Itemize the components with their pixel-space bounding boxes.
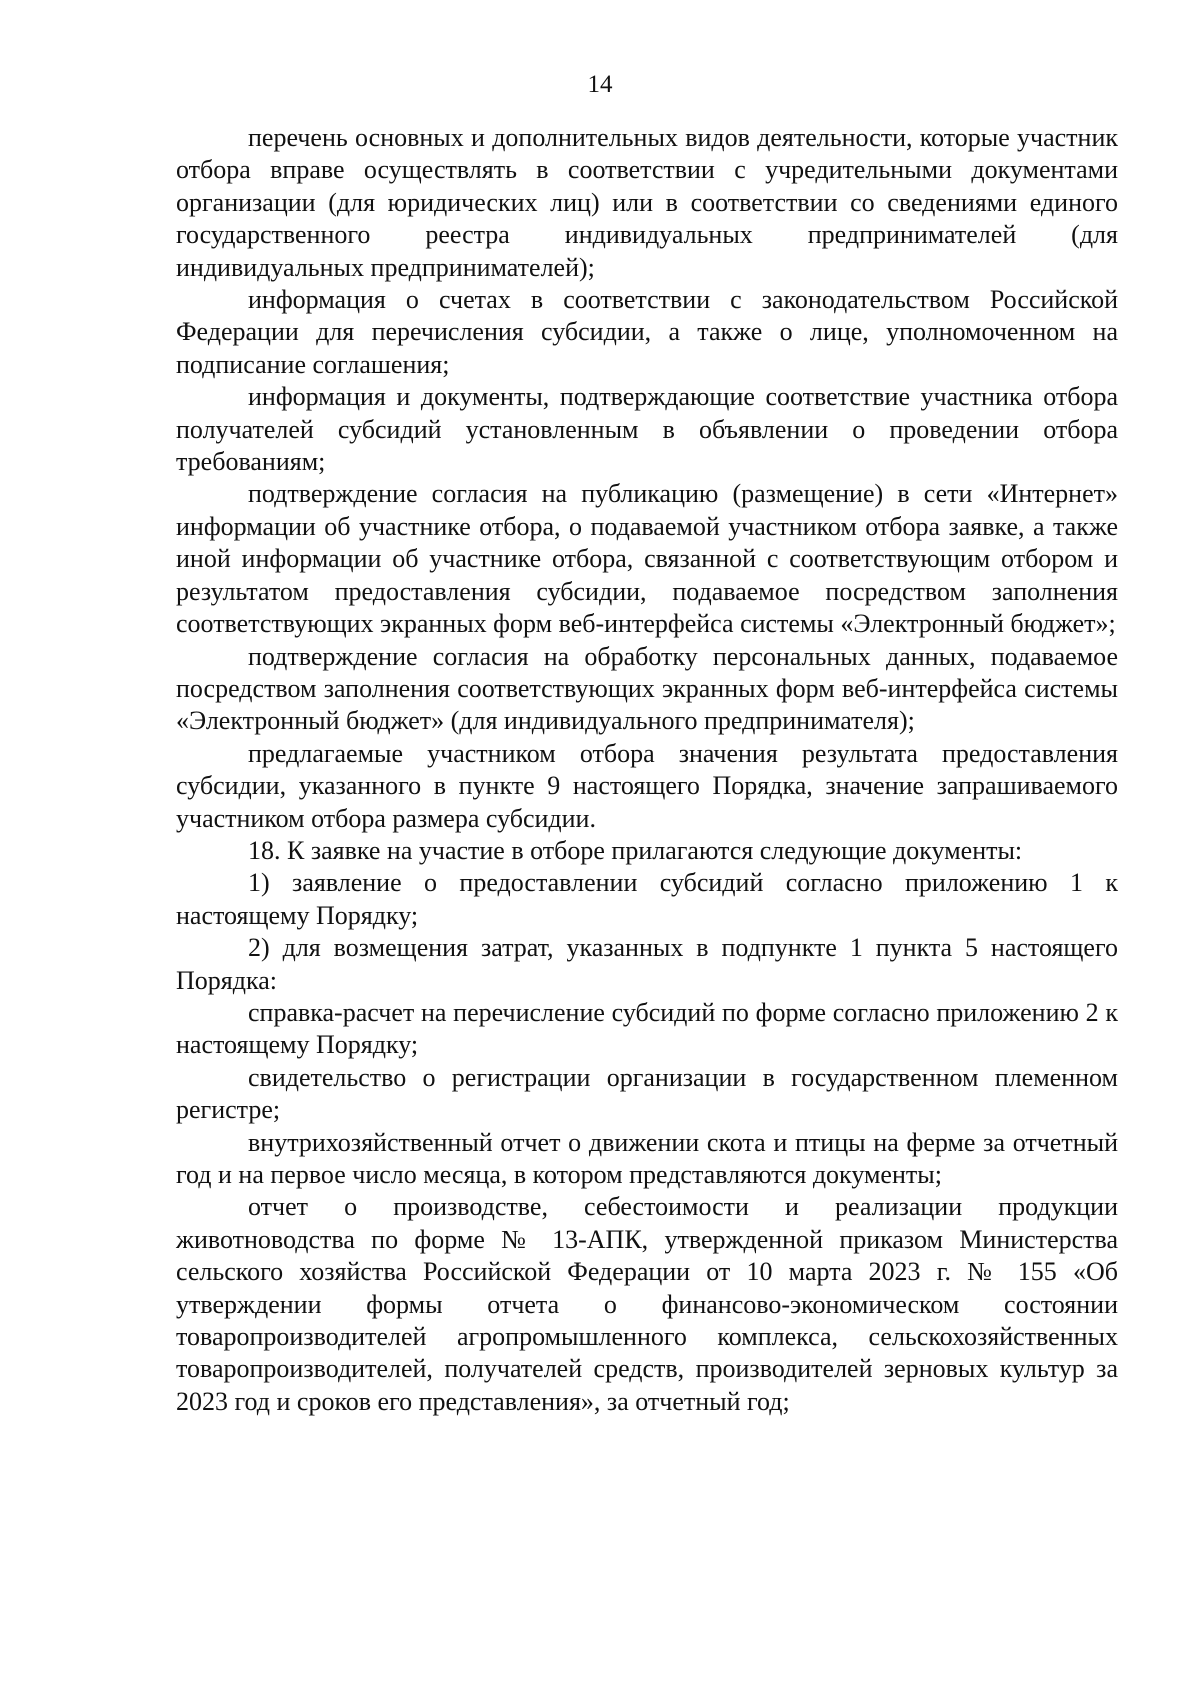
document-body bbox=[176, 122, 1118, 1418]
paragraph-result-values: предлагаемые участником отбора значения результата предоставления субсидии, указанного в пункте 9 настоящего Порядка, значение запрашиваемого участником отбора размера субсидии. bbox=[176, 738, 1118, 833]
paragraph-account-info: информация о счетах в соответствии с законодательством Российской Федерации для перечисления субсидии, а также о лице, уполномоченном на подписание соглашения; bbox=[176, 285, 1118, 379]
paragraph-livestock-report: внутрихозяйственный отчет о движении скота и птицы на ферме за отчетный год и на первое число месяца, в котором представляются документы; bbox=[176, 1127, 1118, 1189]
paragraph-item-1: 1) заявление о предоставлении субсидий согласно приложению 1 к настоящему Порядку; bbox=[176, 868, 1118, 930]
paragraph-section-18: 18. К заявке на участие в отборе прилагаются следующие документы: bbox=[248, 835, 1023, 865]
paragraph-registry-certificate: свидетельство о регистрации организации в государственном племенном регистре; bbox=[176, 1062, 1118, 1125]
paragraph-publication-consent: подтверждение согласия на публикацию (размещение) в сети «Интернет» информации об участнике отбора, о подаваемой участником отбора заявке, а также иной информации об участнике отбора, связанной с соответствующим отбором и результатом предоставления субсидии, подаваемое посредством заполнения соответствующих экранных форм веб-интерфейса системы «Электронный бюджет»; bbox=[176, 479, 1118, 639]
paragraph-item-2: 2) для возмещения затрат, указанных в подпункте 1 пункта 5 настоящего Порядка: bbox=[176, 933, 1118, 995]
page-number: 14 bbox=[587, 71, 613, 98]
paragraph-compliance-documents: информация и документы, подтверждающие соответствие участника отбора получателей субсидий установленным в объявлении о проведении отбора требованиям; bbox=[176, 382, 1118, 477]
paragraph-activity-list: перечень основных и дополнительных видов деятельности, которые участник отбора вправе осуществлять в соответствии с учредительными документами организации (для юридических лиц) или в соответствии со сведениями единого государственного реестра индивидуальных предпринимателей (для индивидуальных предпринимателей); bbox=[176, 123, 1118, 282]
paragraph-calculation-certificate: справка-расчет на перечисление субсидий по форме согласно приложению 2 к настоящему Порядку; bbox=[176, 997, 1118, 1060]
paragraph-production-report: отчет о производстве, себестоимости и реализации продукции животноводства по форме № 13-АПК, утвержденной приказом Министерства сельского хозяйства Российской Федерации от 10 марта 2023 г. № 155 «Об утверждении формы отчета о финансово-экономическом состоянии товаропроизводителей агропромышленного комплекса, сельскохозяйственных товаропроизводителей, получателей средств, производителей зерновых культур за 2023 год и сроков его представления», за отчетный год; bbox=[176, 1192, 1118, 1416]
paragraph-personal-data-consent: подтверждение согласия на обработку персональных данных, подаваемое посредством заполнения соответствующих экранных форм веб-интерфейса системы «Электронный бюджет» (для индивидуального предпринимателя); bbox=[176, 641, 1118, 736]
